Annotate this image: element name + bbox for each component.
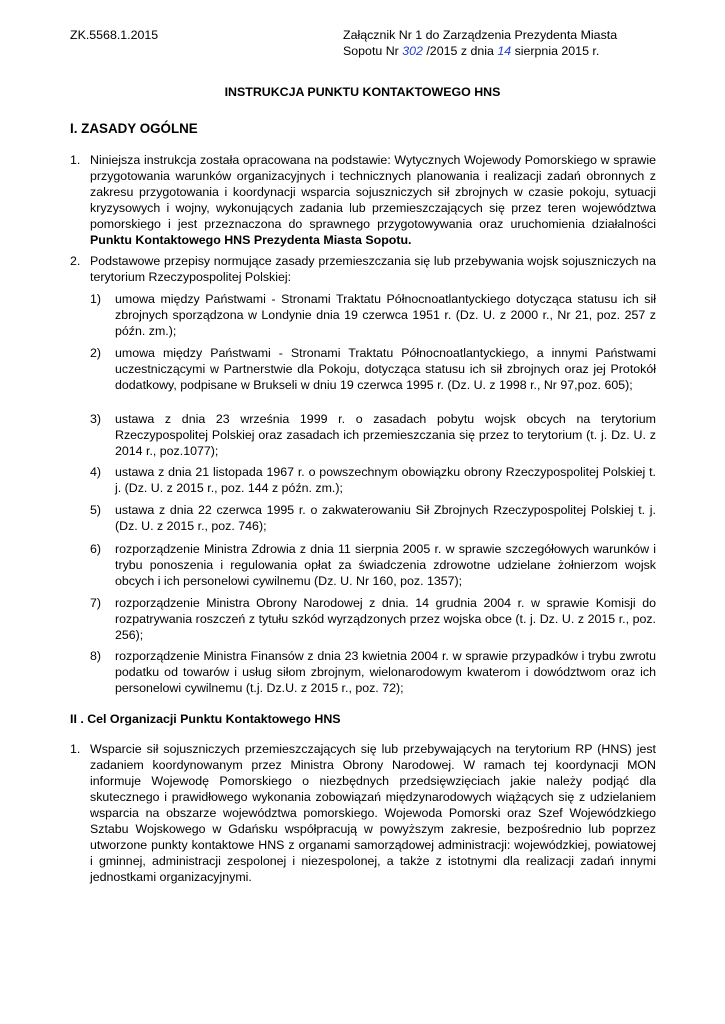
section-2-item-1: 1. Wsparcie sił sojuszniczych przemieszczających się lub przebywających na terytorium RP (HNS) jest zadaniem koordynowanym przez Ministra Obrony Narodowej. W ramach tej koordynacji MON informuje Wojewodę Pomorskiego o niezbędnych przedsięwzięciach jakie należy podjąć dla skutecznego i prawidłowego wykonania zobowiązań międzynarodowych wiążących się z udzielaniem wsparcia na obszarze województwa pomorskiego. Wojewoda Pomorski oraz Szef Wojewódzkiego Sztabu Wojskowego w Gdańsku współpracują w powyższym zakresie, bezpośrednio lub poprzez utworzone punkty kontaktowe HNS z organami samorządowej administracji: wojewódzkiej, powiatowej i gminnej, administracji zespolonej i niezespolonej, a także z istotnymi dla realizacji zadań innymi jednostkami organizacyjnymi. [70, 742, 656, 884]
item-text: Niniejsza instrukcja została opracowana na podstawie: Wytycznych Wojewody Pomorskiego w sprawie przygotowania warunków organizacyjnych i technicznych planowania i realizacji zadań obronnych z zakresu przygotowania i koordynacji wsparcia sojuszniczych sił zbrojnych w czasie pokoju, sytuacji kryzysowych i wojny, wykonujących zadania lub przemieszczających się przez teren województwa pomorskiego i jest przeznaczona do sprawnego przygotowywania oraz uruchomienia działalności [90, 153, 656, 231]
annex-line-2: Sopotu Nr 302 /2015 z dnia 14 sierpnia 2015 r. [343, 44, 600, 58]
legal-basis-item: 1) umowa między Państwami - Stronami Traktatu Północnoatlantyckiego dotycząca statusu ich sił zbrojnych sporządzona w Londynie dnia 19 czerwca 1951 r. (Dz. U. z 2000 r., Nr 21, poz. 257 z późn. zm.); [90, 292, 656, 338]
document-reference: ZK.5568.1.2015 [70, 28, 159, 42]
legal-basis-item: 7) rozporządzenie Ministra Obrony Narodowej z dnia. 14 grudnia 2004 r. w sprawie Komisji do rozpatrywania roszczeń z tytułu szkód wyrządzonych przez wojska obce (t. j. Dz. U. z 2015 r., poz. 256); [90, 596, 656, 642]
section-1-heading: I. ZASADY OGÓLNE [70, 121, 198, 136]
item-text: Wsparcie sił sojuszniczych przemieszczających się lub przebywających na terytorium RP (HNS) jest zadaniem koordynowanym przez Ministra Obrony Narodowej. W ramach tej koordynacji MON informuje Wojewodę Pomorskiego o niezbędnych przedsięwzięciach jakie należy podjąć dla skutecznego i prawidłowego wykonania zobowiązań międzynarodowych wiążących się z udzielaniem wsparcia na obszarze województwa pomorskiego. Wojewoda Pomorski oraz Szef Wojewódzkiego Sztabu Wojskowego w Gdańsku współpracują w powyższym zakresie, bezpośrednio lub poprzez utworzone punkty kontaktowe HNS z organami samorządowej administracji: wojewódzkiej, powiatowej i gminnej, administracji zespolonej i niezespolonej, a także z istotnymi dla realizacji zadań innymi jednostkami organizacyjnymi. [90, 742, 656, 884]
item-bold-text: Punktu Kontaktowego HNS Prezydenta Miasta Sopotu. [90, 233, 412, 247]
section-1-item-1: 1. Niniejsza instrukcja została opracowana na podstawie: Wytycznych Wojewody Pomorskiego w sprawie przygotowania warunków organizacyjnych i technicznych planowania i realizacji zadań obronnych z zakresu przygotowania i koordynacji wsparcia sojuszniczych sił zbrojnych w czasie pokoju, sytuacji kryzysowych i wojny, wykonujących zadania lub przemieszczających się przez teren województwa pomorskiego i jest przeznaczona do sprawnego przygotowywania oraz uruchomienia działalności Punktu Kontaktowego HNS Prezydenta Miasta Sopotu. [70, 153, 656, 247]
legal-basis-item: 2) umowa między Państwami - Stronami Traktatu Północnoatlantyckiego, a innymi Państwami uczestniczącymi w Partnerstwie dla Pokoju, dotycząca statusu ich sił zbrojnych oraz jej Protokół dodatkowy, podpisane w Brukseli w dniu 19 czerwca 1995 r. (Dz. U. z 1998 r., Nr 97,poz. 605); [90, 346, 656, 392]
annex-day: 14 [497, 44, 512, 58]
legal-basis-item: 5) ustawa z dnia 22 czerwca 1995 r. o zakwaterowaniu Sił Zbrojnych Rzeczypospolitej Polskiej t. j. (Dz. U. z 2015 r., poz. 746); [90, 503, 656, 533]
legal-basis-item: 8) rozporządzenie Ministra Finansów z dnia 23 kwietnia 2004 r. w sprawie przypadków i trybu zwrotu podatku od towarów i usług siłom zbrojnym, wielonarodowym kwaterom i dowództwom oraz ich personelowi cywilnemu (t.j. Dz.U. z 2015 r., poz. 72); [90, 649, 656, 695]
legal-basis-item: 4) ustawa z dnia 21 listopada 1967 r. o powszechnym obowiązku obrony Rzeczypospolitej Polskiej t. j. (Dz. U. z 2015 r., poz. 144 z późn. zm.); [90, 465, 656, 495]
legal-basis-item: 3) ustawa z dnia 23 września 1999 r. o zasadach pobytu wojsk obcych na terytorium Rzeczypospolitej Polskiej oraz zasadach ich przemieszczania się przez to terytorium (t. j. Dz. U. z 2014 r., poz.1077); [90, 412, 656, 458]
item-text: Podstawowe przepisy normujące zasady przemieszczania się lub przebywania wojsk sojuszniczych na terytorium Rzeczypospolitej Polskiej: [90, 254, 656, 284]
legal-basis-item: 6) rozporządzenie Ministra Zdrowia z dnia 11 sierpnia 2005 r. w sprawie szczegółowych warunków i trybu ponoszenia i regulowania opłat za świadczenia zdrowotne udzielane żołnierzom wojsk obcych i ich personelowi cywilnemu (Dz. U. Nr 160, poz. 1357); [90, 542, 656, 588]
annex-header [343, 27, 617, 59]
annex-line-1: Załącznik Nr 1 do Zarządzenia Prezydenta Miasta [343, 28, 618, 42]
section-1-item-2: 2. Podstawowe przepisy normujące zasady przemieszczania się lub przebywania wojsk sojuszniczych na terytorium Rzeczypospolitej Polskiej: [70, 254, 656, 284]
section-2-heading: II . Cel Organizacji Punktu Kontaktowego HNS [70, 712, 341, 726]
annex-number: 302 [402, 44, 423, 58]
document-title: INSTRUKCJA PUNKTU KONTAKTOWEGO HNS [224, 85, 501, 99]
